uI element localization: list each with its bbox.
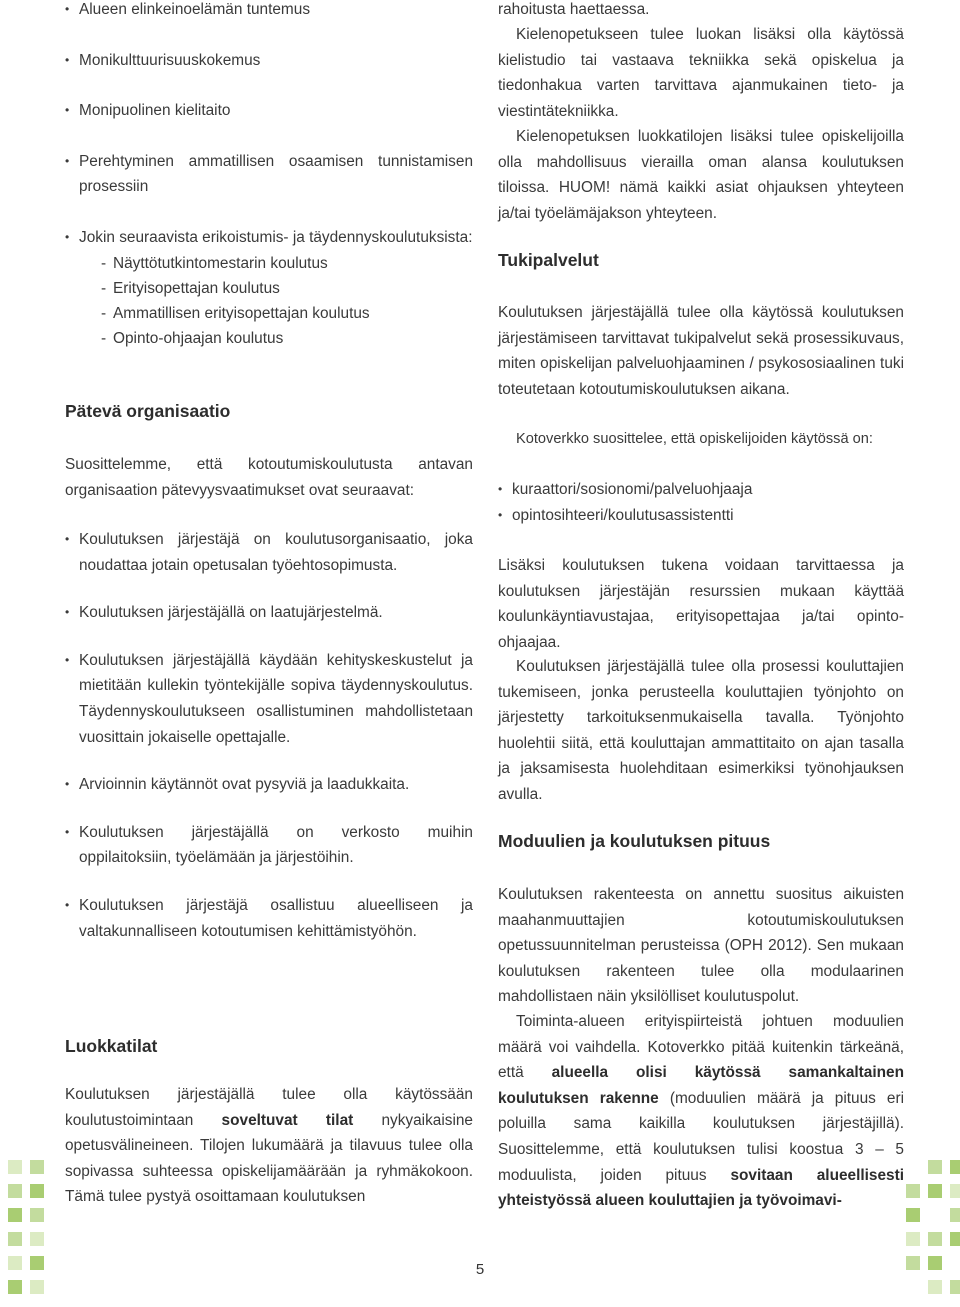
list-item: • Perehtyminen ammatillisen osaamisen tunnistamisen prosessiin: [65, 149, 473, 200]
decor-square: [928, 1280, 942, 1294]
list-item: • Koulutuksen järjestäjä on koulutusorganisaatio, joka noudattaa jotain opetusalan työehtosopimusta.: [65, 527, 473, 578]
decor-square: [8, 1160, 22, 1174]
decor-square: [928, 1232, 942, 1246]
trainer-support-paragraph: Koulutuksen järjestäjällä tulee olla prosessi kouluttajien tukemiseen, jonka perusteella kouluttajien työnjohto on järjestetty tarkoituksenmukaisella tavalla. Työnjohto huolehtii siitä, että kouluttajan ammattitaito on ajan tasalla ja jaksamisesta huolehditaan esimerkiksi työnohjauksen avulla.: [498, 658, 904, 803]
decor-square: [906, 1184, 920, 1198]
support-paragraph: Koulutuksen järjestäjällä tulee olla käytössä koulutuksen järjestämiseen tarvittavat tukipalvelut sekä prosessikuvaus, miten opiskelijan palveluohjaaminen / psykososiaalinen tuki toteutetaan kotoutumiskoulutuksen aikana.: [498, 304, 904, 398]
text-span: Koulutuksen järjestäjällä tulee olla käytössään koulutustoimintaan: [65, 1086, 473, 1129]
list-item: • Koulutuksen järjestäjällä on verkosto muihin oppilaitoksiin, työelämään ja järjestöihin.: [65, 820, 473, 871]
list-item: • kuraattori/sosionomi/palveluohjaaja: [498, 477, 904, 503]
list-item: • Arvioinnin käytännöt ovat pysyviä ja laadukkaita.: [65, 772, 473, 798]
list-item: • Monipuolinen kielitaito: [65, 98, 473, 124]
list-item: • Koulutuksen järjestäjällä käydään kehityskeskustelut ja mietitään kullekin työntekijälle sopiva täydennyskoulutus. Täydennyskoulutukseen osallistuminen mahdollistetaan vuosittain jokaiselle opettajalle.: [65, 648, 473, 750]
heading-support-services: Tukipalvelut: [498, 250, 599, 270]
recommendation-paragraph: Kotoverkko suosittelee, että opiskelijoiden käytössä on:: [516, 431, 873, 447]
additional-support-paragraph: Lisäksi koulutuksen tukena voidaan tarvittaessa ja koulutuksen järjestäjän resurssien mukaan käyttää koulunkäyntiavustajaa, erityisopettajaa ja/tai opinto-ohjaajaa.: [498, 557, 904, 651]
heading-qualified-organisation: Pätevä organisaatio: [65, 401, 231, 421]
list-item: • opintosihteeri/koulutusassistentti: [498, 503, 904, 529]
right-decoration: [906, 1160, 960, 1307]
bold-text: sovitaan alueellisesti yhteistyössä alueen kouluttajien ja työvoimavi-: [498, 1166, 905, 1210]
heading-module-length: Moduulien ja koulutuksen pituus: [498, 831, 771, 851]
text-span: (moduulien määrä ja pituus eri poluilla sama kaikilla koulutuksen järjestäjillä). Suosittelemme, että koulutuksen tulisi koostua 3 – 5 moduulista, joiden pituus: [498, 1089, 904, 1184]
qualification-list: [65, 0, 473, 351]
visits-paragraph: Kielenopetuksen luokkatilojen lisäksi tulee opiskelijoilla olla mahdollisuus vierailla oman alansa koulutuksen tiloissa. HUOM! nämä kaikki asiat ohjauksen yhteyteen ja/tai työelämäjakson yhteyteen.: [498, 128, 904, 222]
bold-text: soveltuvat tilat: [221, 1111, 354, 1129]
decor-square: [950, 1232, 960, 1246]
sublist-item: - Opinto-ohjaajan koulutus: [101, 326, 473, 351]
decor-square: [928, 1160, 942, 1174]
decor-square: [8, 1184, 22, 1198]
decor-square: [928, 1184, 942, 1198]
list-item: • Koulutuksen järjestäjällä on laatujärjestelmä.: [65, 600, 473, 626]
list-item: • Koulutuksen järjestäjä osallistuu alueelliseen ja valtakunnalliseen kotoutumisen kehittämistyöhön.: [65, 893, 473, 944]
organisation-intro: Suosittelemme, että kotoutumiskoulutusta antavan organisaation pätevyysvaatimukset ovat seuraavat:: [65, 456, 473, 499]
decor-square: [8, 1280, 22, 1294]
support-staff-list: [498, 477, 904, 528]
list-item: • Monikulttuurisuuskokemus: [65, 48, 473, 74]
decor-square: [8, 1208, 22, 1222]
decor-square: [8, 1232, 22, 1246]
sublist-item: - Ammatillisen erityisopettajan koulutus: [101, 301, 473, 326]
structure-paragraph: Koulutuksen rakenteesta on annettu suositus aikuisten maahanmuuttajien kotoutumiskoulutuksen opetussuunnitelman perusteissa (OPH 2012). Sen mukaan koulutuksen rakenteen tulee olla modulaarinen mahdollistaen näin yksilölliset koulutuspolut.: [498, 886, 904, 1006]
decor-square: [906, 1232, 920, 1246]
decor-square: [950, 1160, 960, 1174]
decor-square: [30, 1184, 44, 1198]
modules-paragraph: [498, 1009, 904, 1214]
sublist-item: - Näyttötutkintomestarin koulutus: [101, 251, 473, 276]
list-item: • Alueen elinkeinoelämän tuntemus: [65, 0, 473, 23]
left-decoration: [8, 1160, 58, 1307]
bold-text: alueella olisi käytössä samankaltainen koulutuksen rakenne: [498, 1064, 905, 1107]
decor-square: [30, 1280, 44, 1294]
decor-square: [30, 1232, 44, 1246]
decor-square: [906, 1208, 920, 1222]
decor-square: [30, 1208, 44, 1222]
page-number: 5: [475, 1261, 485, 1278]
sublist-item: - Erityisopettajan koulutus: [101, 276, 473, 301]
continued-text: rahoitusta haettaessa.: [498, 1, 650, 18]
training-sublist: [79, 251, 473, 352]
list-item-text: Jokin seuraavista erikoistumis- ja täydennyskoulutuksista:: [79, 228, 473, 246]
language-studio-paragraph: Kielenopetukseen tulee luokan lisäksi olla käytössä kielistudio tai vastaava tekniikka sekä opiskelua ja tiedonhakua varten tarvittava ajanmukainen tieto- ja viestintätekniikka.: [498, 26, 904, 120]
text-span: Toiminta-alueen erityispiirteistä johtuen moduulien määrä voi vaihdella. Kotoverkko pitää kuitenkin tärkeänä, että: [498, 1013, 904, 1082]
classrooms-paragraph: [65, 1082, 473, 1210]
decor-square: [950, 1208, 960, 1222]
decor-square: [30, 1160, 44, 1174]
decor-square: [950, 1184, 960, 1198]
text-span: nykyaikaisine opetusvälineineen. Tilojen lukumäärä ja tilavuus tulee olla sopivassa suhteessa opiskelijamäärään ja ryhmäkokoon. Tämä tulee pystyä osoittamaan koulutuksen: [65, 1111, 473, 1206]
decor-square: [950, 1280, 960, 1294]
heading-classrooms: Luokkatilat: [65, 1036, 158, 1056]
organisation-requirements-list: [65, 527, 473, 944]
list-item: [65, 225, 473, 351]
